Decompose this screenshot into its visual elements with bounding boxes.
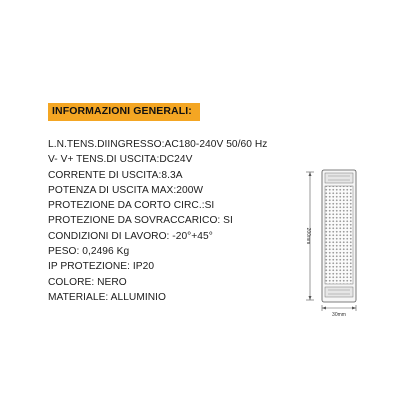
spec-working-conditions: CONDIZIONI DI LAVORO: -20°+45° [48, 230, 213, 242]
spec-max-power: POTENZA DI USCITA MAX:200W [48, 184, 204, 196]
spec-output-current: CORRENTE DI USCITA:8.3A [48, 169, 183, 181]
dimension-height [305, 172, 314, 300]
width-dimension-label: 30mm [332, 312, 346, 318]
spec-input-voltage: L.N.TENS.DIINGRESSO:AC180-240V 50/60 Hz [48, 139, 268, 150]
section-title: INFORMAZIONI GENERALI: [52, 105, 192, 117]
spec-weight: PESO: 0,2496 Kg [48, 246, 130, 258]
power-supply-body [322, 170, 356, 302]
spec-output-voltage: V- V+ TENS.DI USCITA:DC24V [48, 154, 193, 166]
spec-overload: PROTEZIONE DA SOVRACCARICO: SI [48, 215, 233, 227]
spec-color: COLORE: NERO [48, 276, 127, 288]
spec-material: MATERIALE: ALLUMINIO [48, 291, 166, 303]
spec-ip-rating: IP PROTEZIONE: IP20 [48, 261, 155, 273]
spec-list [48, 137, 308, 305]
spec-short-circuit: PROTEZIONE DA CORTO CIRC.:SI [48, 200, 215, 212]
power-supply-drawing [300, 160, 390, 320]
height-dimension-label: 200mm [305, 227, 311, 245]
dimension-width [322, 305, 356, 318]
